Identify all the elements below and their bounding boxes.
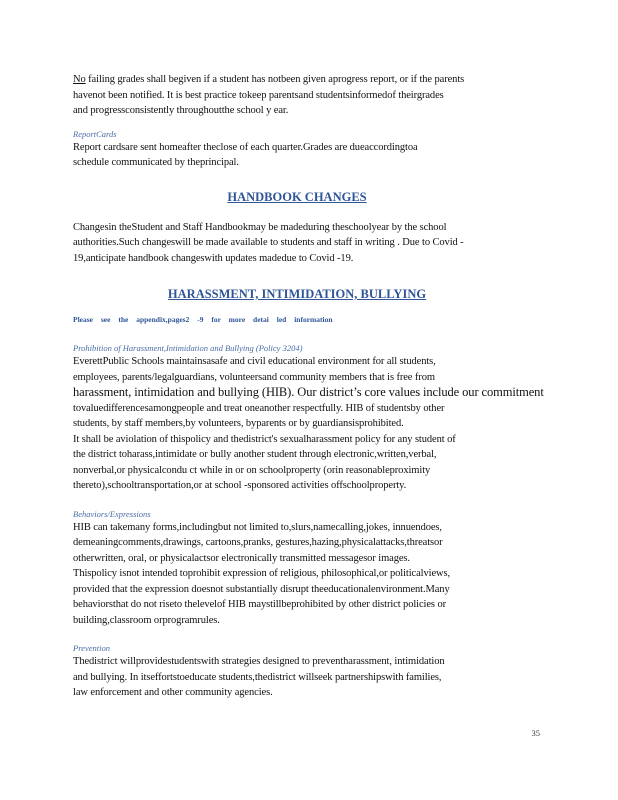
prohibition-paragraph: EverettPublic Schools maintainsasafe and civil educational environment for all students, employees, parents/legalguardians, volunteersand community members that is free from harassment, intimidation and bullying (HIB). Our district’s core values include our commitment tovaluedifferencesamongpeople and treat oneanother respectfully. HIB of studentsby other students, by staff members,by volunteers, byparents or by guardiansisprohibited. It shall be aviolation of thispolicy and thedistrict's sexualharassment policy for any student of the district toharass,intimidate or bully another student through electronic,written,verbal, nonverbal,or physicalcondu ct while in or on schoolproperty (orin reasonableproximity thereto),schooltransportation,or at school -sponsored activities offschoolproperty.: [73, 356, 544, 491]
document-page: [73, 72, 544, 701]
intro-line-2: havenot been notified. It is best practice tokeep parentsand studentsinformedof theirgrades: [73, 89, 444, 101]
prohibition-heading: Prohibition of Harassment,Intimidation and Bullying (Policy 3204): [73, 343, 303, 353]
behaviors-heading: Behaviors/Expressions: [73, 508, 151, 519]
intro-paragraph: [73, 72, 521, 119]
appendix-note: Please see the appendix,pages2 -9 for more detai led information: [73, 315, 333, 324]
harassment-heading: HARASSMENT, INTIMIDATION, BULLYING: [167, 287, 427, 301]
page-number: 35: [531, 728, 540, 738]
handbook-changes-paragraph: Changesin theStudent and Staff Handbookmay be madeduring theschoolyear by the school authorities.Such changeswill be made available to students and staff in writing . Due to Covid - 19,anticipate handbook changeswith updates madedue to Covid -19.: [73, 221, 464, 264]
report-cards-heading: ReportCards: [73, 128, 117, 139]
intro-line-3: and progressconsistently throughoutthe school y ear.: [73, 105, 289, 116]
behaviors-paragraph: HIB can takemany forms,includingbut not limited to,slurs,namecalling,jokes, innuendoes, demeaningcomments,drawings, cartoons,pranks, gestures,hazing,physicalattacks,threatsor otherwritten, oral, or physicalactsor electronically transmitted messagesor images. Thispolicy isnot intended toprohibit expression of religious, philosophical,or politicalviews, provided that the expression doesnot substantially disrupt theeducationalenvironment.Many behaviorsthat do not riseto thelevelof HIB maystillbeprohibited by other district policies or building,classroom orprogramrules.: [73, 521, 451, 626]
prevention-heading: Prevention: [73, 643, 110, 653]
prevention-paragraph: Thedistrict willprovidestudentswith strategies designed to preventharassment, intimidation and bullying. In itseffortstoeducate students,thedistrict willseek partnershipswith families, law enforcement and other community agencies.: [73, 656, 445, 698]
handbook-changes-heading: HANDBOOK CHANGES: [227, 189, 367, 204]
intro-line-1: No failing grades shall begiven if a student has notbeen given aprogress report, or if the parents: [73, 74, 465, 85]
no-word: No: [73, 74, 86, 85]
report-cards-paragraph: Report cardsare sent homeafter theclose of each quarter.Grades are dueaccordingtoa schedule communicated by theprincipal.: [73, 141, 418, 168]
